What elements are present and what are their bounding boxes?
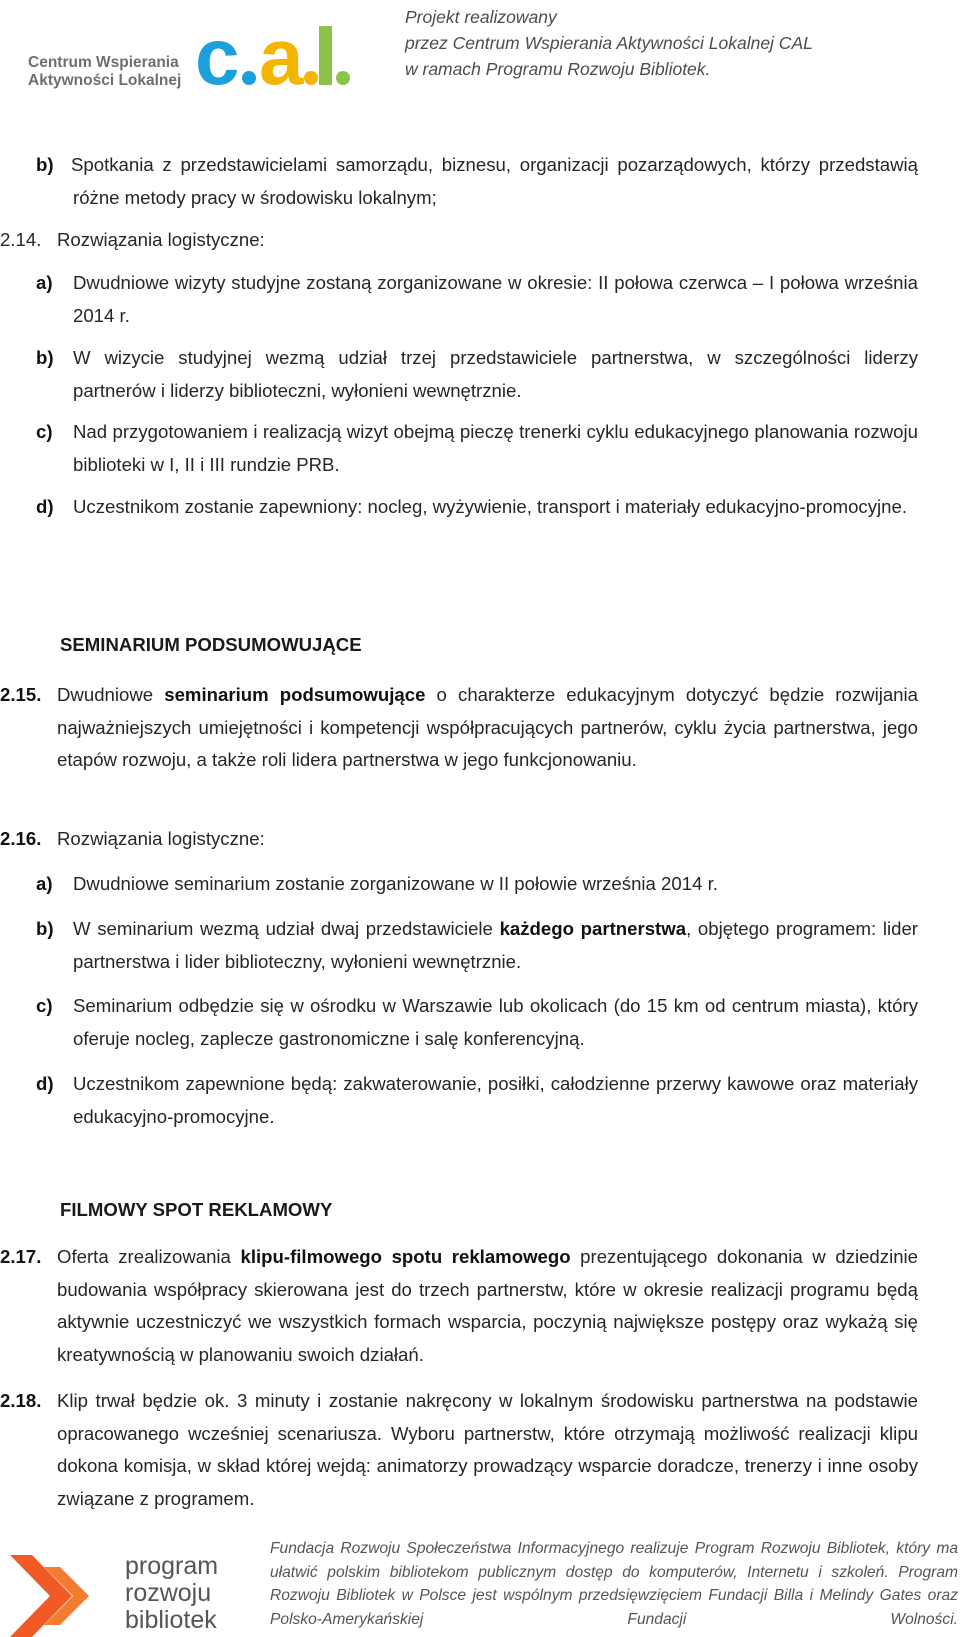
svg-text:a: a bbox=[259, 18, 304, 90]
org-name bbox=[28, 54, 181, 90]
section-heading: FILMOWY SPOT REKLAMOWY bbox=[60, 1199, 333, 1220]
list-marker: d) bbox=[36, 1073, 54, 1094]
text-run: , objętego programem: lider partnerstwa i lider biblioteczny, wyłonieni wewnętrznie. bbox=[73, 918, 918, 972]
list-marker: b) bbox=[36, 918, 54, 939]
prb-logo-text bbox=[125, 1553, 218, 1634]
list-item-text bbox=[73, 913, 918, 978]
prb-logo-line: program bbox=[125, 1552, 219, 1580]
org-name-line1: Centrum Wspierania bbox=[28, 54, 179, 71]
text-run: prezentującego dokonania w dziedzinie budowania współpracy skierowana jest do trzech partnerstw, które w okresie realizacji programu będą aktywnie uczestniczyć we wszystkich formach wsparcia, poczynią największe postępy oraz wykażą się kreatywnością w planowaniu swoich działań. bbox=[57, 1246, 919, 1365]
section-text bbox=[57, 679, 918, 777]
section-text bbox=[57, 1241, 918, 1371]
text-run: o charakterze edukacyjnym dotyczyć będzie rozwijania najważniejszych umiejętności i kompetencji współpracujących partnerów, cyklu życia partnerstwa, jego etapów rozwoju, a także roli lidera partnerstwa w jego funkcjonowaniu. bbox=[57, 684, 918, 770]
list-marker: a) bbox=[36, 873, 53, 894]
project-line: Projekt realizowany bbox=[405, 7, 557, 27]
project-line: w ramach Programu Rozwoju Bibliotek. bbox=[405, 59, 711, 79]
list-marker: c) bbox=[36, 421, 53, 442]
svg-text:c: c bbox=[195, 18, 240, 90]
list-item-text: W wizycie studyjnej wezmą udział trzej przedstawiciele partnerstwa, w szczególności liderzy partnerów i liderzy biblioteczni, wyłonieni wewnętrznie. bbox=[73, 347, 918, 401]
text-run-bold: każdego partnerstwa bbox=[499, 918, 687, 939]
text-run: Oferta zrealizowania bbox=[57, 1246, 241, 1267]
project-info bbox=[405, 4, 813, 82]
list-item-text: Dwudniowe seminarium zostanie zorganizowane w II połowie września 2014 r. bbox=[73, 873, 718, 894]
text-run-bold: seminarium podsumowujące bbox=[164, 684, 426, 705]
prb-logo-line: bibliotek bbox=[125, 1606, 217, 1634]
list-item-text: Uczestnikom zapewnione będą: zakwaterowanie, posiłki, całodzienne przerwy kawowe oraz materiały edukacyjno-promocyjne. bbox=[73, 1073, 918, 1127]
text-run: Dwudniowe bbox=[57, 684, 165, 705]
list-item-text: Spotkania z przedstawicielami samorządu, biznesu, organizacji pozarządowych, którzy przedstawią różne metody pracy w środowisku lokalnym; bbox=[71, 154, 918, 208]
list-marker: c) bbox=[36, 995, 53, 1016]
org-name-line2: Aktywności Lokalnej bbox=[28, 72, 182, 89]
list-marker: b) bbox=[36, 154, 54, 175]
list-marker: b) bbox=[36, 347, 54, 368]
section-number: 2.18. bbox=[0, 1390, 42, 1411]
section-text: Rozwiązania logistyczne: bbox=[57, 828, 265, 849]
list-item-text: Dwudniowe wizyty studyjne zostaną zorganizowane w okresie: II połowa czerwca – I połowa września 2014 r. bbox=[73, 272, 918, 326]
prb-logo-line: rozwoju bbox=[125, 1579, 212, 1607]
section-text: Klip trwał będzie ok. 3 minuty i zostanie nakręcony w lokalnym środowisku partnerstwa na podstawie opracowanego wcześniej scenariusza. Wyboru partnerstw, które otrzymają możliwość realizacji klipu dokona komisja, w skład której wejdą: animatorzy prowadzący wsparcie doradcze, trenerzy i inne osoby związane z programem. bbox=[57, 1390, 918, 1509]
list-item-text: Seminarium odbędzie się w ośrodku w Warszawie lub okolicach (do 15 km od centrum miasta), który oferuje nocleg, zaplecze gastronomiczne i salę konferencyjną. bbox=[73, 995, 918, 1049]
list-item-text: Uczestnikom zostanie zapewniony: nocleg, wyżywienie, transport i materiały edukacyjno-promocyjne. bbox=[73, 496, 907, 517]
text-run: W seminarium wezmą udział dwaj przedstawiciele bbox=[73, 918, 500, 939]
section-number: 2.16. bbox=[0, 828, 42, 849]
section-number: 2.15. bbox=[0, 684, 42, 705]
list-marker: d) bbox=[36, 496, 54, 517]
list-item-text: Nad przygotowaniem i realizacją wizyt obejmą pieczę trenerki cyklu edukacyjnego planowania rozwoju biblioteki w I, II i III rundzie PRB. bbox=[73, 421, 918, 475]
footer-description: Fundacja Rozwoju Społeczeństwa Informacyjnego realizuje Program Rozwoju Bibliotek, który ma ułatwić polskim bibliotekom publicznym dostęp do komputerów, Internetu i szkoleń. Program Rozwoju Bibliotek w Polsce jest wspólnym przedsięwzięciem Fundacji Billa i Melindy Gates oraz Polsko-Amerykańskiej Fundacji Wolności. bbox=[270, 1540, 958, 1628]
section-number: 2.14. bbox=[0, 229, 42, 250]
project-line: przez Centrum Wspierania Aktywności Lokalnej CAL bbox=[405, 33, 813, 53]
section-heading: SEMINARIUM PODSUMOWUJĄCE bbox=[60, 634, 362, 655]
section-text: Rozwiązania logistyczne: bbox=[57, 229, 265, 250]
section-number: 2.17. bbox=[0, 1246, 42, 1267]
cal-logo bbox=[195, 18, 355, 90]
text-run-bold: klipu-filmowego spotu reklamowego bbox=[240, 1246, 571, 1267]
list-marker: a) bbox=[36, 272, 53, 293]
prb-chevron-icon bbox=[10, 1555, 120, 1637]
